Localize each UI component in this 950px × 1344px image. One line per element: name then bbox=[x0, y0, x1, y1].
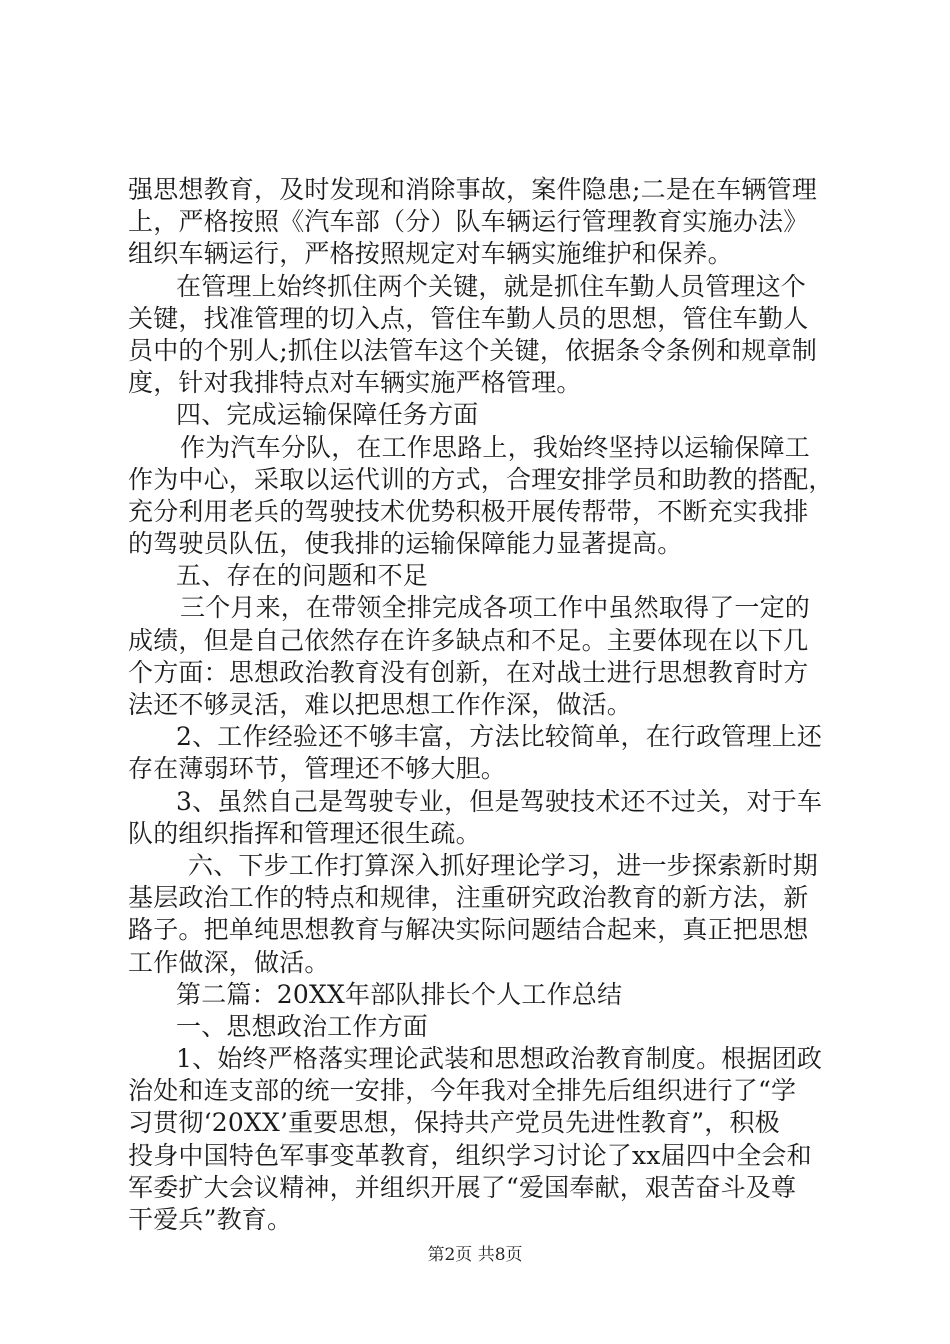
text-line: 路子。把单纯思想教育与解决实际问题结合起来，真正把思想 bbox=[128, 915, 809, 945]
page-number-footer: 第2页 共8页 bbox=[427, 1245, 523, 1265]
text-line: 干爱兵”教育。 bbox=[128, 1205, 293, 1234]
paragraph-first-line: 在管理上始终抓住两个关键，就是抓住车勤人员管理这个 bbox=[176, 271, 807, 301]
text-line: 投身中国特色军事变革教育，组织学习讨论了xx届四中全会和 bbox=[128, 1140, 812, 1170]
chapter-heading: 第二篇：20XX年部队排长个人工作总结 bbox=[176, 979, 623, 1009]
section-heading: 五、存在的问题和不足 bbox=[176, 561, 429, 591]
text-line: 军委扩大会议精神，并组织开展了“爱国奉献，艰苦奋斗及尊 bbox=[128, 1172, 797, 1202]
text-line: 作为中心，采取以运代训的方式，合理安排学员和助教的搭配， bbox=[128, 464, 834, 494]
text-line: 组织车辆运行，严格按照规定对车辆实施维护和保养。 bbox=[128, 239, 733, 269]
paragraph-first-line: 2、工作经验还不够丰富，方法比较简单，在行政管理上还 bbox=[176, 722, 823, 752]
text-line: 工作做深，做活。 bbox=[128, 947, 330, 977]
text-line: 存在薄弱环节，管理还不够大胆。 bbox=[128, 754, 507, 784]
text-line: 基层政治工作的特点和规律，注重研究政治教育的新方法，新 bbox=[128, 883, 809, 913]
text-line: 关键，找准管理的切入点，管住车勤人员的思想，管住车勤人 bbox=[128, 303, 809, 333]
text-line: 治处和连支部的统一安排，今年我对全排先后组织进行了“学 bbox=[128, 1076, 797, 1106]
text-line: 成绩，但是自己依然存在许多缺点和不足。主要体现在以下几 bbox=[128, 625, 809, 655]
text-line: 强思想教育，及时发现和消除事故，案件隐患;二是在车辆管理 bbox=[128, 175, 818, 204]
text-line: 习贯彻‘20XX’重要思想，保持共产党员先进性教育”，积极 bbox=[128, 1108, 780, 1138]
paragraph-first-line: 1、始终严格落实理论武装和思想政治教育制度。根据团政 bbox=[176, 1044, 823, 1074]
text-line: 度，针对我排特点对车辆实施严格管理。 bbox=[128, 368, 582, 398]
text-line: 法还不够灵活，难以把思想工作作深，做活。 bbox=[128, 690, 633, 719]
text-line: 充分利用老兵的驾驶技术优势积极开展传帮带，不断充实我排 bbox=[128, 496, 809, 526]
text-line: 个方面：思想政治教育没有创新，在对战士进行思想教育时方 bbox=[128, 657, 809, 687]
paragraph-first-line: 作为汽车分队，在工作思路上，我始终坚持以运输保障工 bbox=[180, 432, 811, 462]
text-line: 员中的个别人;抓住以法管车这个关键，依据条令条例和规章制 bbox=[128, 335, 818, 365]
paragraph-first-line: 3、虽然自己是驾驶专业，但是驾驶技术还不过关，对于车 bbox=[176, 786, 823, 816]
section-heading: 一、思想政治工作方面 bbox=[176, 1011, 429, 1041]
document-body bbox=[128, 174, 834, 1236]
paragraph-first-line: 三个月来，在带领全排完成各项工作中虽然取得了一定的 bbox=[180, 593, 811, 623]
text-line: 的驾驶员队伍，使我排的运输保障能力显著提高。 bbox=[128, 529, 683, 559]
section-heading: 四、完成运输保障任务方面 bbox=[176, 400, 479, 430]
text-line: 上，严格按照《汽车部（分）队车辆运行管理教育实施办法》 bbox=[128, 207, 809, 237]
paragraph-first-line: 六、下步工作打算深入抓好理论学习，进一步探索新时期 bbox=[188, 850, 819, 880]
text-line: 队的组织指挥和管理还很生疏。 bbox=[128, 818, 481, 848]
